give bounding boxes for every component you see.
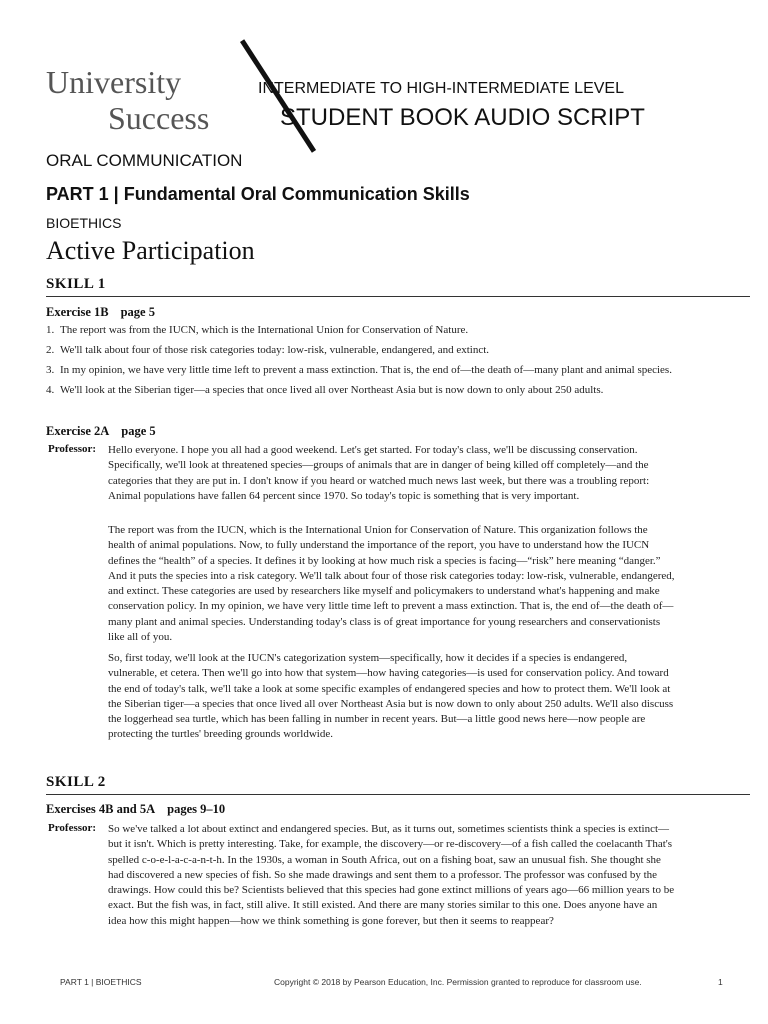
list-number: 1. bbox=[46, 324, 55, 336]
transcript-paragraph: So, first today, we'll look at the IUCN's categorization system—specifically, how it decides if a species is endangered, vulnerable, et cetera. Then we'll go into how that system—how having categories—is used for conservation policy. And toward the end of today's talk, we'll take a look at some specific examples of endangered species and how to protect them. We'll look at the Siberian tiger—a species that once lived all over Northeast Asia but is now down to only about 250 adults. We'll also discuss the loggerhead sea turtle, which has been falling in number in recent years. But—a little good news here—now people are protecting the turtles' breeding grounds worldwide. bbox=[108, 652, 674, 741]
exercises-4b-5a-heading bbox=[46, 802, 225, 817]
skill-2-divider bbox=[46, 794, 750, 795]
exercise-1b-list bbox=[46, 323, 686, 403]
transcript-paragraph: So we've talked a lot about extinct and endangered species. But, as it turns out, sometimes scientists think a species is extinct—but it isn't. Which is pretty interesting. Take, for example, the discovery—or re-discovery—of a fish called the coelacanth That's spelled c-o-e-l-a-c-a-n-t-h. In the 1930s, a woman in South Africa, out on a fishing boat, saw an unusual fish. She thought she had discovered a new species of fish. So she made drawings and sent them to a professor. The professor was confused by the drawings. How could this be? Scientists believed that this species had gone extinct millions of years ago—66 million years to be exact. But the fish was, in fact, still alive. It still existed. And there are many stories similar to this one. Does anyone have an idea how this might happen—how we think something is gone forever, but then it seems to reappear? bbox=[108, 823, 675, 927]
subject-heading: BIOETHICS bbox=[46, 215, 122, 231]
skill-1-heading: SKILL 1 bbox=[46, 276, 106, 292]
transcript-paragraph: The report was from the IUCN, which is the International Union for Conservation of Nature. This organization follows the health of animal populations. Now, to fully understand the importance of the report, you have to understand how the IUCN defines the “health” of a species. It defines it by looking at how much risk a species is facing—“risk” here meaning “danger.” And it puts the species into a risk category. We'll talk about four of those risk categories today: low-risk, vulnerable, endangered, and extinct. These categories are used by researchers like myself and policymakers to understand what's happening and make conservation policy. In my opinion, we have very little time left to prevent a mass extinction. That is, the end of—the death of—many plant and animal species. Understanding today's class is of great importance for young researchers and conservationists like all of you. bbox=[108, 524, 675, 644]
transcript-paragraph: Hello everyone. I hope you all had a good weekend. Let's get started. For today's class, we'll be discussing conservation. Specifically, we'll look at threatened species—groups of animals that are in danger of being killed off completely—and the categories that they are put in. I don't know if you heard or watched much news last week, but there was a troubling report: Animal populations have fallen 64 percent since 1970. So today's topic is something that is very important. bbox=[108, 444, 650, 502]
skill-1-divider bbox=[46, 296, 750, 297]
list-item bbox=[46, 343, 686, 358]
list-text: We'll talk about four of those risk categories today: low-risk, vulnerable, endangered, and extinct. bbox=[60, 344, 490, 356]
course-name: ORAL COMMUNICATION bbox=[46, 151, 243, 170]
list-item bbox=[46, 383, 686, 398]
book-title: STUDENT BOOK AUDIO SCRIPT bbox=[280, 104, 645, 131]
list-text: We'll look at the Siberian tiger—a species that once lived all over Northeast Asia but is now down to only about 250 adults. bbox=[60, 384, 604, 396]
exercise-1b-heading bbox=[46, 305, 155, 320]
exercise-label: Exercise 1B bbox=[46, 305, 109, 319]
page-number: 1 bbox=[718, 977, 723, 987]
list-number: 4. bbox=[46, 384, 55, 396]
list-item bbox=[46, 363, 686, 378]
chapter-title: Active Participation bbox=[46, 236, 255, 265]
exercise-page: page 5 bbox=[120, 305, 155, 319]
speaker-label: Professor: bbox=[48, 822, 97, 834]
logo-line-2: Success bbox=[108, 100, 210, 136]
part-heading: PART 1 | Fundamental Oral Communication Skills bbox=[46, 184, 470, 204]
speaker-label: Professor: bbox=[48, 443, 97, 455]
list-number: 2. bbox=[46, 344, 55, 356]
list-number: 3. bbox=[46, 364, 55, 376]
skill-2-heading: SKILL 2 bbox=[46, 774, 106, 790]
footer-copyright: Copyright © 2018 by Pearson Education, Inc. Permission granted to reproduce for classroom use. bbox=[274, 977, 642, 987]
list-item bbox=[46, 323, 686, 338]
exercise-page: pages 9–10 bbox=[167, 802, 226, 816]
exercise-page: page 5 bbox=[121, 424, 156, 438]
list-text: The report was from the IUCN, which is the International Union for Conservation of Nature. bbox=[60, 324, 469, 336]
exercise-label: Exercise 2A bbox=[46, 424, 110, 438]
logo-line-1: University bbox=[46, 64, 182, 100]
level-heading: INTERMEDIATE TO HIGH-INTERMEDIATE LEVEL bbox=[258, 80, 624, 97]
list-text: In my opinion, we have very little time left to prevent a mass extinction. That is, the end of—the death of—many plant and animal species. bbox=[60, 364, 672, 376]
exercise-2a-heading bbox=[46, 424, 156, 439]
exercise-label: Exercises 4B and 5A bbox=[46, 802, 156, 816]
footer-section: PART 1 | BIOETHICS bbox=[60, 977, 142, 987]
